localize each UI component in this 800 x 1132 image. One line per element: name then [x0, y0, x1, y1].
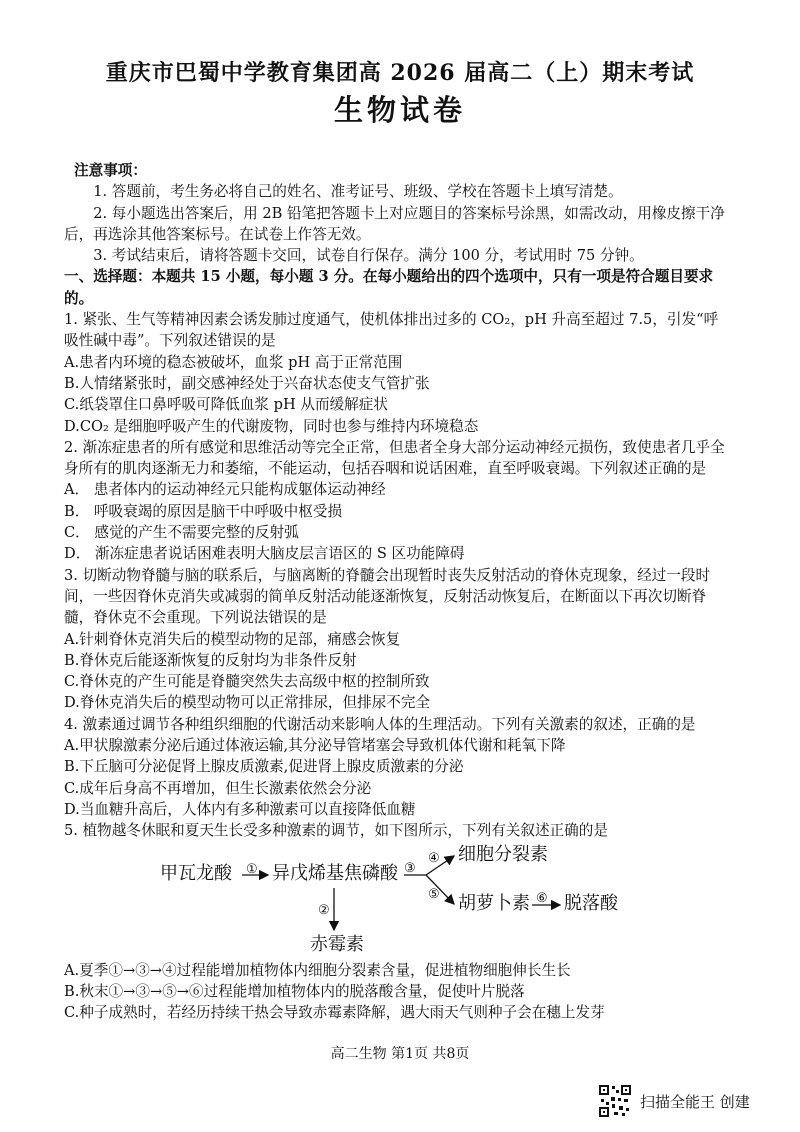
scanner-watermark: [598, 1084, 750, 1118]
step-4-label: ④: [428, 850, 440, 866]
node-mevalonate: 甲瓦龙酸: [160, 862, 232, 884]
question-stem: 1. 紧张、生气等精神因素会诱发肺过度通气，使机体排出过多的 CO₂，pH 升高至超过 7.5，引发“呼吸性碱中毒”。下列叙述错误的是: [64, 311, 719, 350]
question-stem: 2. 渐冻症患者的所有感觉和思维活动等完全正常，但患者全身大部分运动神经元损伤，致使患者几乎全身所有的肌肉逐渐无力和萎缩，不能运动，包括吞咽和说话困难，直至呼吸衰竭。下列叙述正确的是: [64, 438, 725, 478]
question-option: A.针刺脊休克消失后的模型动物的足部，痛感会恢复: [64, 630, 401, 648]
step-1-label: ①: [246, 861, 258, 877]
node-ipp: 异戊烯基焦磷酸: [272, 862, 398, 884]
step-5-label: ⑤: [428, 886, 440, 902]
section-heading: 一、选择题：本题共 15 小题，每小题 3 分。在每小题给出的四个选项中，只有一项是符合题目要求的。: [64, 268, 714, 307]
step-6-label: ⑥: [536, 890, 548, 906]
question-option: B.脊休克后能逐渐恢复的反射均为非条件反射: [64, 651, 357, 669]
node-gibberellin: 赤霉素: [310, 933, 364, 955]
notice-item: 3. 考试结束后，请将答题卡交回，试卷自行保存。满分 100 分，考试用时 75 分钟。: [93, 247, 644, 265]
question-stem: 3. 切断动物脊髓与脑的联系后，与脑离断的脊髓会出现暂时丧失反射活动的脊休克现象，经过一段时间，一些因脊休克消失或减弱的简单反射活动能逐渐恢复，反射活动恢复后，在断面以下再次切断脊髓，脊休克不会重现。下列说法错误的是: [64, 566, 711, 627]
question-option: B.人情绪紧张时，副交感神经处于兴奋状态使支气管扩张: [64, 374, 430, 392]
question-option: D.当血糖升高后，人体内有多种激素可以直接降低血糖: [64, 800, 416, 818]
subject-title: 生物试卷: [333, 93, 466, 127]
question-option: B.秋末①→③→⑤→⑥过程能增加植物体内的脱落酸含量，促使叶片脱落: [64, 982, 525, 1000]
question-stem: 4. 激素通过调节各种组织细胞的代谢活动来影响人体的生理活动。下列有关激素的叙述，正确的是: [64, 715, 696, 733]
exam-content: [64, 160, 728, 1023]
question-option: C． 感觉的产生不需要完整的反射弧: [64, 524, 299, 542]
question-option: C.脊休克的产生可能是脊髓突然失去高级中枢的控制所致: [64, 673, 430, 691]
question-option: D.CO₂ 是细胞呼吸产生的代谢废物，同时也参与维持内环境稳态: [64, 417, 479, 435]
question-option: D． 渐冻症患者说话困难表明大脑皮层言语区的 S 区功能障碍: [64, 545, 465, 563]
page-footer: 高二生物 第1页 共8页: [330, 1046, 470, 1062]
question-option: C.纸袋罩住口鼻呼吸可降低血浆 pH 从而缓解症状: [64, 396, 388, 414]
node-cytokinin: 细胞分裂素: [458, 843, 548, 865]
question-option: B． 呼吸衰竭的原因是脑干中呼吸中枢受损: [64, 502, 343, 520]
question-option: D.脊休克消失后的模型动物可以正常排尿，但排尿不完全: [64, 694, 431, 712]
step-3-label: ③: [404, 860, 416, 876]
hormone-pathway-diagram: [64, 843, 728, 958]
question-option: A.患者内环境的稳态被破坏，血浆 pH 高于正常范围: [64, 353, 403, 371]
notice-item: 1. 答题前，考生务必将自己的姓名、准考证号、班级、学校在答题卡上填写清楚。: [93, 183, 623, 201]
node-carotene: 胡萝卜素: [458, 892, 530, 914]
watermark-text: 扫描全能王 创建: [640, 1092, 750, 1111]
notice-heading: 注意事项：: [74, 162, 147, 179]
question-option: C.成年后身高不再增加，但生长激素依然会分泌: [64, 779, 372, 797]
exam-title: 重庆市巴蜀中学教育集团高 2026 届高二（上）期末考试: [105, 60, 695, 86]
question-option: B.下丘脑可分泌促肾上腺皮质激素,促进肾上腺皮质激素的分泌: [64, 758, 464, 776]
question-stem: 5. 植物越冬休眠和夏天生长受多种激素的调节，如下图所示，下列有关叙述正确的是: [64, 822, 608, 840]
question-option: A.夏季①→③→④过程能增加植物体内细胞分裂素含量，促进植物细胞伸长生长: [64, 961, 571, 979]
notice-item: 2. 每小题选出答案后，用 2B 铅笔把答题卡上对应题目的答案标号涂黑，如需改动，用橡皮擦干净后，再选涂其他答案标号。在试卷上作答无效。: [64, 204, 725, 243]
step-2-label: ②: [318, 902, 330, 918]
node-abscisic-acid: 脱落酸: [564, 892, 618, 914]
qr-code-icon: [598, 1084, 632, 1118]
question-option: A． 患者体内的运动神经元只能构成躯体运动神经: [64, 481, 386, 499]
question-option: C.种子成熟时，若经历持续干热会导致赤霉素降解，遇大雨天气则种子会在穗上发芽: [64, 1004, 605, 1022]
question-option: A.甲状腺激素分泌后通过体液运输,其分泌导管堵塞会导致机体代谢和耗氧下降: [64, 737, 566, 755]
